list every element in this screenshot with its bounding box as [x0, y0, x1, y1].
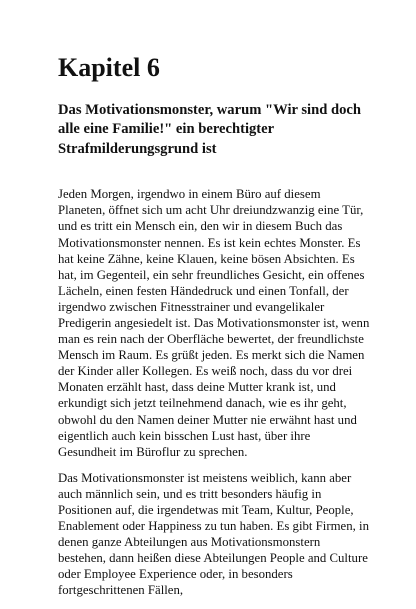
chapter-body: [58, 186, 370, 598]
chapter-title: Kapitel 6: [58, 53, 160, 82]
paragraph-1: Jeden Morgen, irgendwo in einem Büro auf diesem Planeten, öffnet sich um acht Uhr dreiundzwanzig eine Tür, und es tritt ein Mensch ein, den wir in diesem Buch das Motivationsmonster nennen. Es ist kein echtes Monster. Es hat keine Zähne, keine Klauen, keine bösen Absichten. Es hat, im Gegenteil, ein sehr freundliches Gesicht, ein offenes Lächeln, einen festen Händedruck und einen Tonfall, der irgendwo zwischen Fitnesstrainer und evangelikaler Predigerin angesiedelt ist. Das Motivationsmonster ist, wenn man es rein nach der Oberfläche bewertet, der freundlichste Mensch im Raum. Es grüßt jeden. Es merkt sich die Namen der Kinder aller Kollegen. Es weiß noch, dass du vor drei Monaten erzählt hast, dass deine Mutter krank ist, und erkundigt sich jetzt teilnehmend danach, wie es ihr geht, obwohl du den Namen deiner Mutter nie erwähnt hast und eigentlich auch kein bisschen Lust hast, über ihre Gesundheit im Büroflur zu sprechen.: [58, 187, 370, 459]
book-page: [58, 52, 370, 609]
chapter-subtitle: Das Motivationsmonster, warum "Wir sind doch alle eine Familie!" ein berechtigter Strafmilderungsgrund ist: [58, 102, 361, 157]
paragraph-2: Das Motivationsmonster ist meistens weiblich, kann aber auch männlich sein, und es tritt besonders häufig in Positionen auf, die irgendetwas mit Team, Kultur, People, Enablement oder Happiness zu tun haben. Es gibt Firmen, in denen ganze Abteilungen aus Motivationsmonstern bestehen, dann heißen diese Abteilungen People and Culture oder Employee Experience oder, in besonders fortgeschrittenen Fällen,: [58, 470, 369, 598]
